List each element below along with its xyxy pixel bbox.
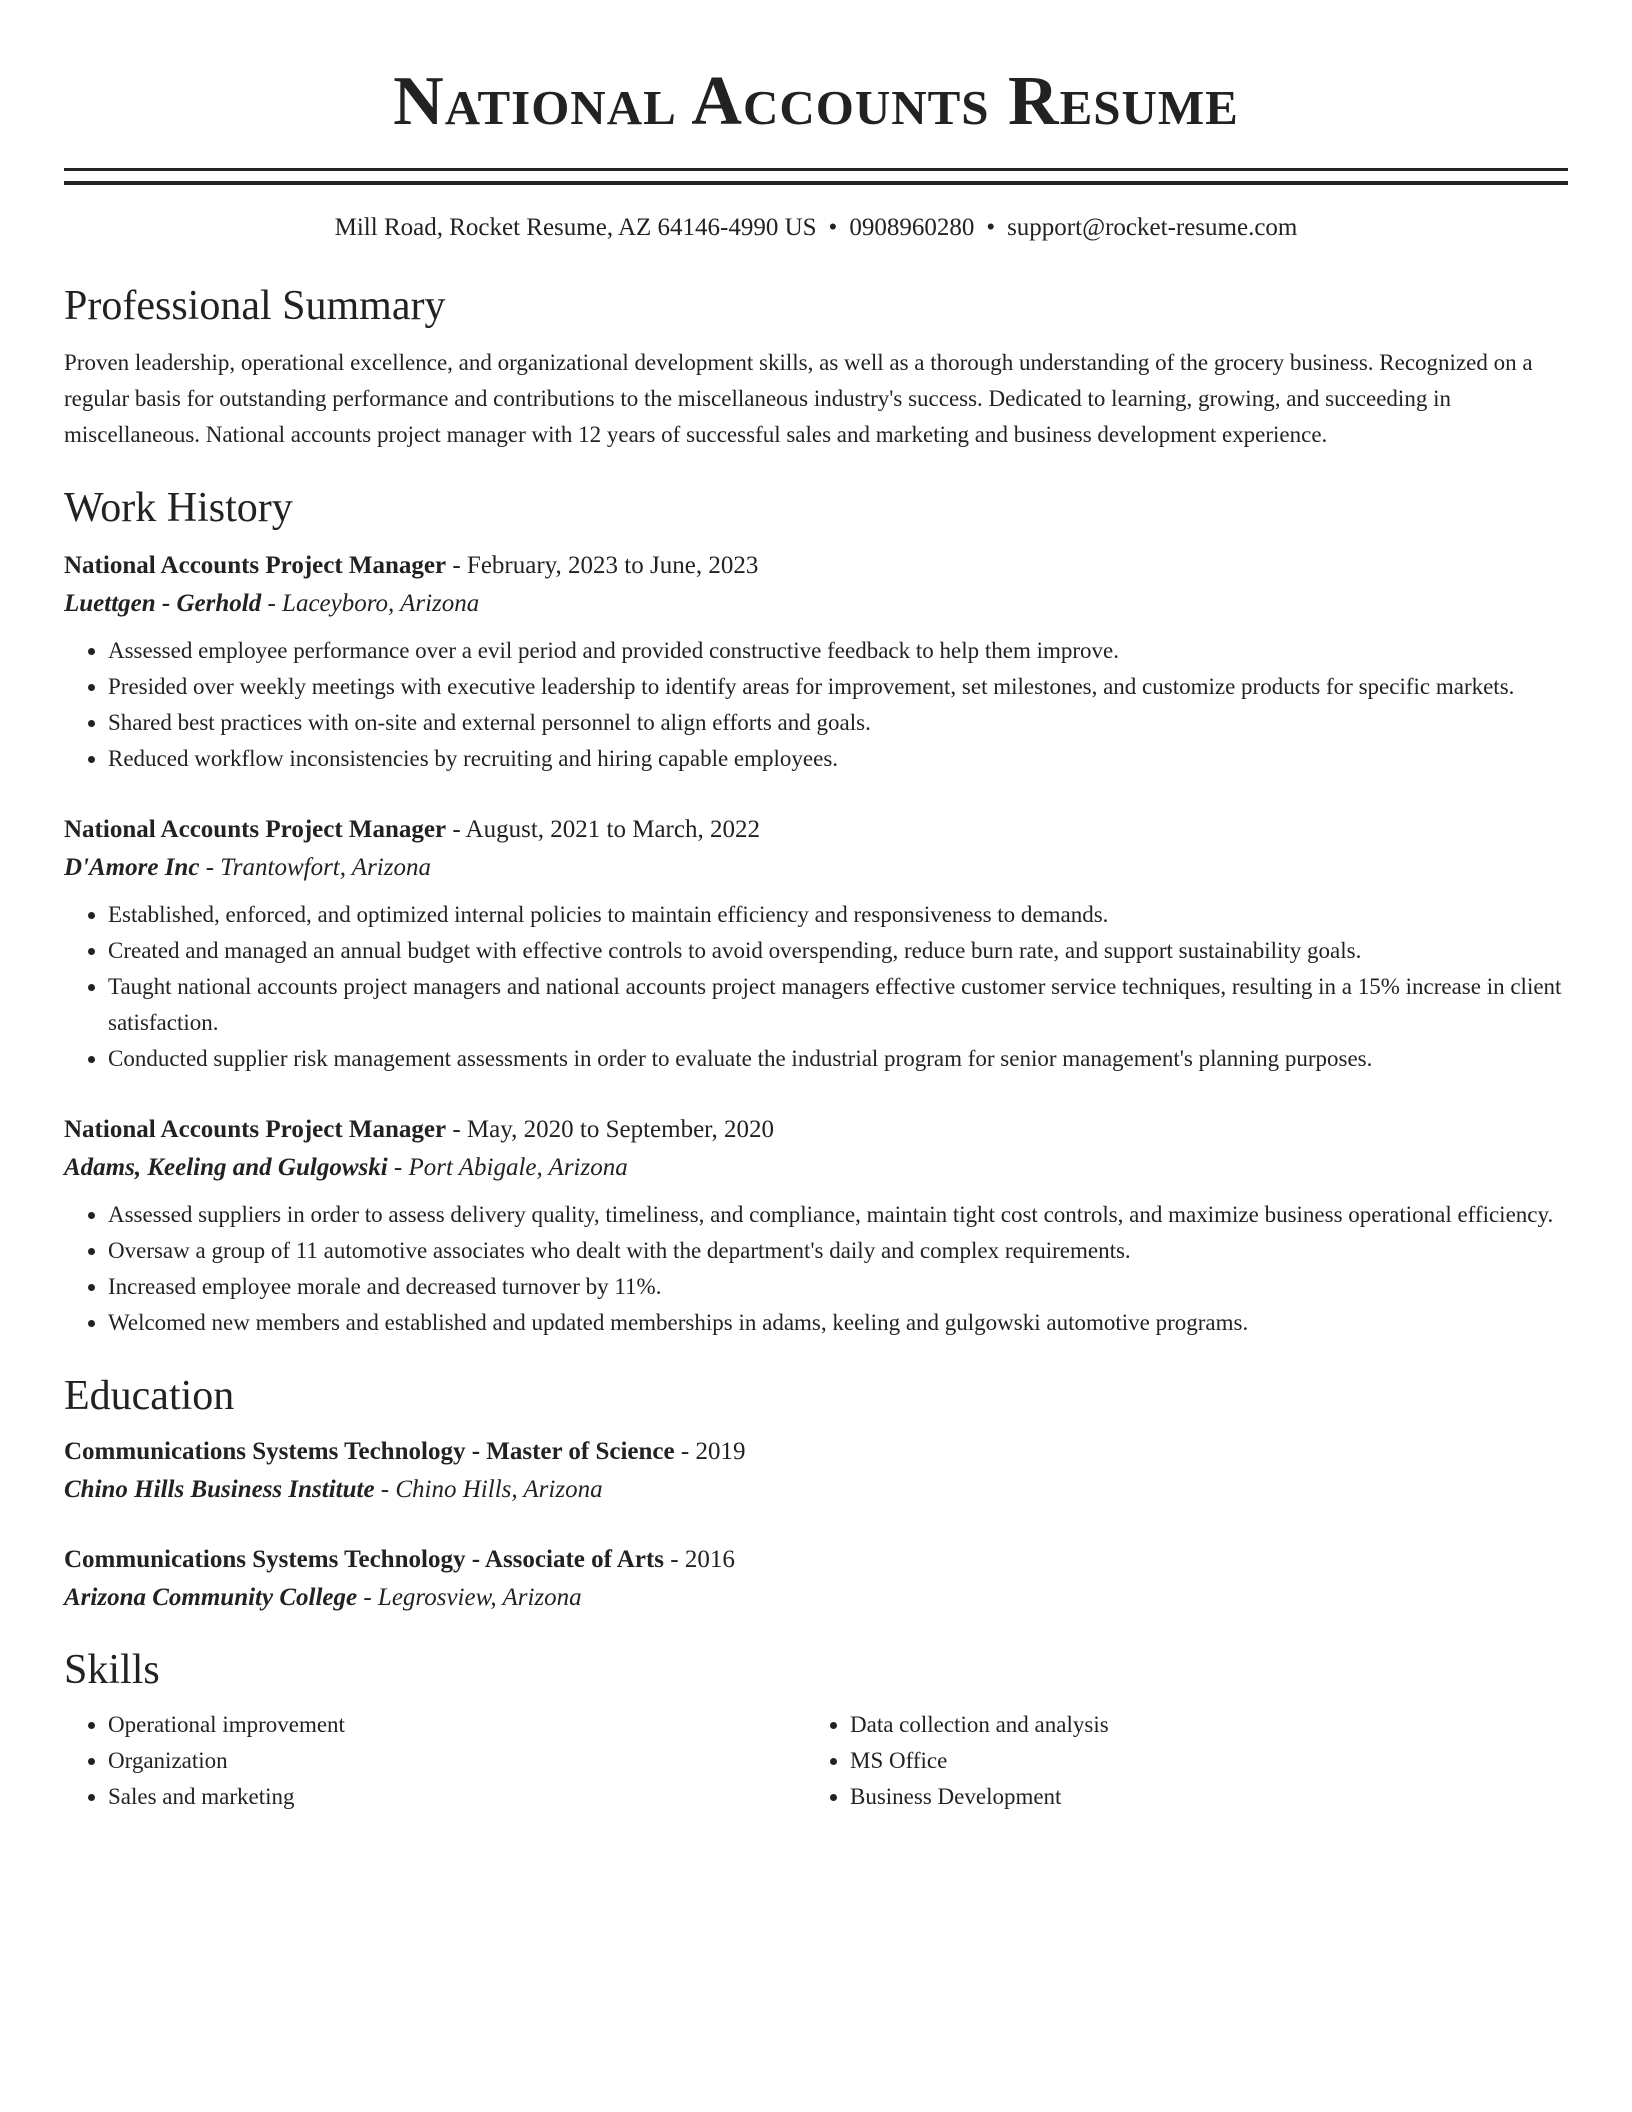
education-degree-line [64,1541,1568,1579]
education-school: Arizona Community College [64,1584,358,1611]
resume-page [64,0,1568,1815]
education-degree-line [64,1433,1568,1471]
job-title: National Accounts Project Manager [64,816,447,843]
education-year: - 2019 [674,1438,746,1465]
skills-column-right [806,1707,1548,1815]
contact-separator: • [828,214,838,241]
job-title-line [64,1111,1568,1149]
job-title: National Accounts Project Manager [64,1116,447,1143]
skill-item: • Sales and marketing [108,1779,806,1815]
job-bullet: • Assessed employee performance over a evil period and provided constructive feedback to help them improve. [108,633,1568,669]
job-location: - Laceyboro, Arizona [261,590,480,617]
job-bullet: • Welcomed new members and established and updated memberships in adams, keeling and gulgowski automotive programs. [108,1305,1568,1341]
education-degree: Communications Systems Technology - Master of Science [64,1438,675,1465]
education-heading: Education [64,1373,235,1419]
job-bullet: • Established, enforced, and optimized internal policies to maintain efficiency and responsiveness to demands. [108,897,1568,933]
job-entry [64,811,1568,1077]
education-section [64,1371,1568,1617]
education-year: - 2016 [664,1546,735,1573]
job-location: - Port Abigale, Arizona [387,1154,628,1181]
job-entry [64,547,1568,777]
job-bullet: • Oversaw a group of 11 automotive associates who dealt with the department's daily and complex requirements. [108,1233,1568,1269]
job-dates: - February, 2023 to June, 2023 [446,552,759,579]
education-entry [64,1541,1568,1617]
job-company-line [64,1149,1568,1187]
job-bullet: • Assessed suppliers in order to assess delivery quality, timeliness, and compliance, maintain tight cost controls, and maximize business operational efficiency. [108,1197,1568,1233]
job-bullets [64,1197,1568,1341]
skill-item: • Operational improvement [108,1707,806,1743]
work-history-heading: Work History [64,485,293,531]
contact-phone: 0908960280 [849,214,975,241]
resume-title: National Accounts Resume [393,63,1239,140]
skill-item: • Business Development [850,1779,1548,1815]
job-company: D'Amore Inc [64,854,200,881]
skills-column-left [64,1707,806,1815]
job-bullet: • Reduced workflow inconsistencies by recruiting and hiring capable employees. [108,741,1568,777]
work-history-section [64,483,1568,1341]
job-bullet: • Shared best practices with on-site and external personnel to align efforts and goals. [108,705,1568,741]
contact-line [64,213,1568,243]
job-bullet: • Increased employee morale and decreased turnover by 11%. [108,1269,1568,1305]
title-divider [64,168,1568,185]
education-location: - Legrosview, Arizona [357,1584,582,1611]
job-bullet: • Created and managed an annual budget with effective controls to avoid overspending, reduce burn rate, and support sustainability goals. [108,933,1568,969]
skill-item: • MS Office [850,1743,1548,1779]
skills-heading: Skills [64,1647,160,1693]
education-school-line [64,1471,1568,1509]
education-school: Chino Hills Business Institute [64,1476,375,1503]
summary-text: Proven leadership, operational excellence, and organizational development skills, as well as a thorough understanding of the grocery business. Recognized on a regular basis for outstanding performance and contributions to the miscellaneous industry's success. Dedicated to learning, growing, and succeeding in miscellaneous. National accounts project manager with 12 years of successful sales and marketing and business development experience. [64,350,1533,447]
education-degree: Communications Systems Technology - Associate of Arts [64,1546,665,1573]
contact-email[interactable]: support@rocket-resume.com [1007,214,1298,241]
skill-item: • Organization [108,1743,806,1779]
job-dates: - May, 2020 to September, 2020 [446,1116,774,1143]
job-bullets [64,633,1568,777]
job-bullet: • Conducted supplier risk management assessments in order to evaluate the industrial program for senior management's planning purposes. [108,1041,1568,1077]
summary-section [64,281,1568,453]
skill-item: • Data collection and analysis [850,1707,1548,1743]
job-company-line [64,849,1568,887]
job-entry [64,1111,1568,1341]
education-location: - Chino Hills, Arizona [374,1476,603,1503]
job-location: - Trantowfort, Arizona [199,854,431,881]
job-bullets [64,897,1568,1077]
education-school-line [64,1579,1568,1617]
contact-address: Mill Road, Rocket Resume, AZ 64146-4990 US [334,214,817,241]
job-title: National Accounts Project Manager [64,552,447,579]
skills-section [64,1645,1568,1815]
contact-separator: • [986,214,996,241]
summary-heading: Professional Summary [64,283,446,329]
job-bullet: • Presided over weekly meetings with executive leadership to identify areas for improvement, set milestones, and customize products for specific markets. [108,669,1568,705]
job-company: Adams, Keeling and Gulgowski [64,1154,388,1181]
job-company: Luettgen - Gerhold [64,590,262,617]
job-title-line [64,547,1568,585]
skills-columns [64,1707,1568,1815]
job-dates: - August, 2021 to March, 2022 [446,816,760,843]
job-company-line [64,585,1568,623]
job-title-line [64,811,1568,849]
job-bullet: • Taught national accounts project managers and national accounts project managers effective customer service techniques, resulting in a 15% increase in client satisfaction. [108,969,1568,1041]
education-entry [64,1433,1568,1509]
